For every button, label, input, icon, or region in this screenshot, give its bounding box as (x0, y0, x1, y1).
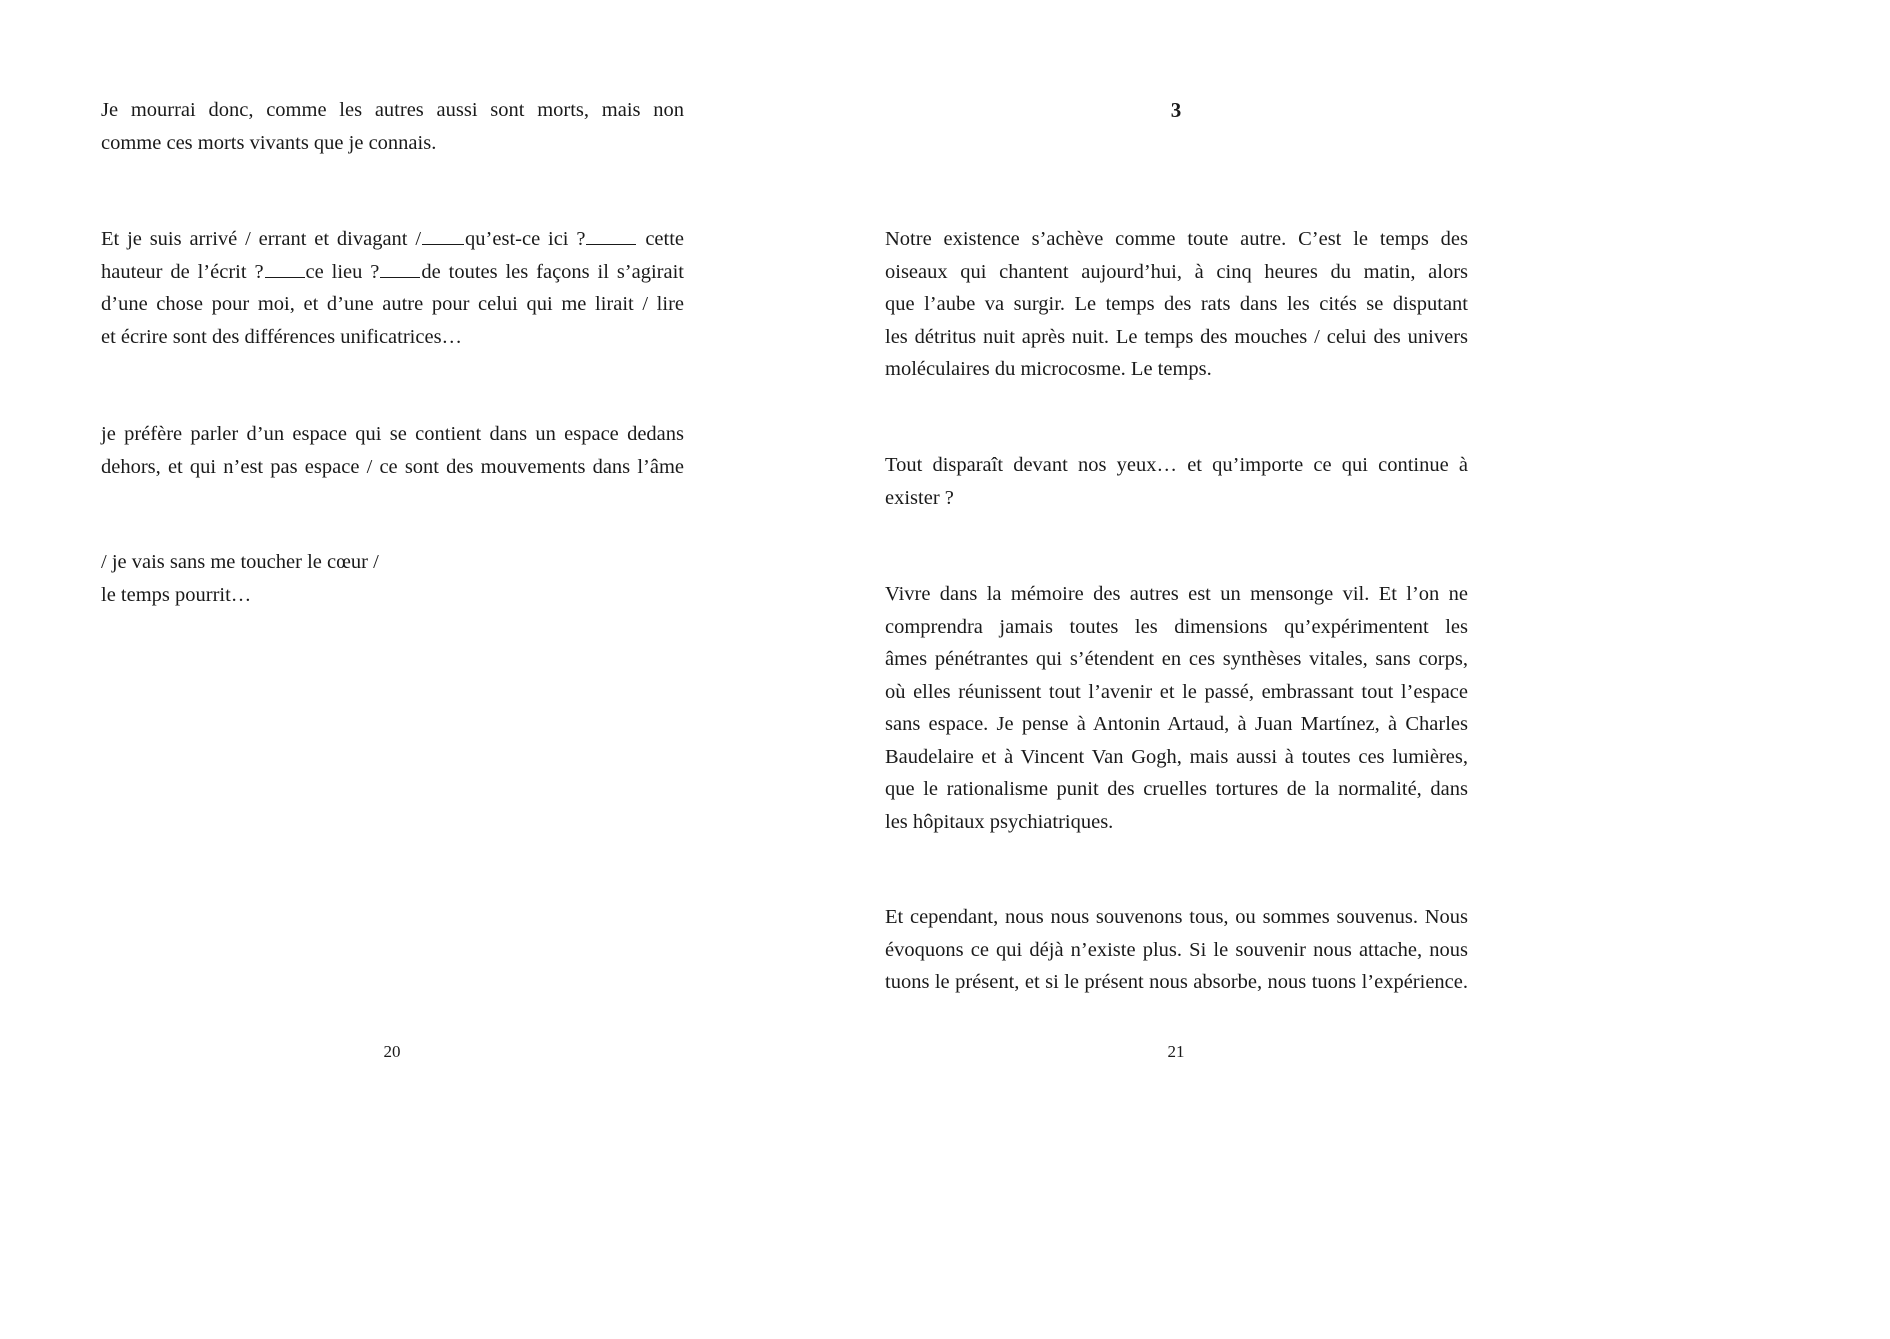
text-line: où elles réunissent tout l’avenir et le passé, embrassant tout l’espace (885, 680, 1468, 703)
text-line: moléculaires du microcosme. Le temps. (885, 358, 1212, 380)
text-line: les détritus nuit après nuit. Le temps des mouches / celui des univers (885, 325, 1468, 348)
right-page (784, 0, 1568, 1111)
text-line (101, 223, 684, 256)
text-line: Je mourrai donc, comme les autres aussi sont morts, mais non (101, 99, 684, 121)
text-line: âmes pénétrantes qui s’étendent en ces synthèses vitales, sans corps, (885, 648, 1468, 670)
blank-rule (380, 257, 420, 277)
right-paragraph-2 (885, 449, 1468, 514)
right-paragraph-4 (885, 901, 1468, 999)
page-number: 20 (383, 1042, 401, 1061)
text-line: / je vais sans me toucher le cœur / (101, 551, 379, 573)
text-line: dehors, et qui n’est pas espace / ce sont des mouvements dans l’âme (101, 455, 684, 478)
text-line: Notre existence s’achève comme toute autre. C’est le temps des (885, 228, 1468, 250)
blank-rule (586, 225, 636, 245)
text-fragment: qu’est-ce ici ? (465, 228, 586, 250)
text-line: sans espace. Je pense à Antonin Artaud, à Juan Martínez, à Charles (885, 713, 1468, 735)
text-line: comme ces morts vivants que je connais. (101, 131, 437, 154)
text-line: comprendra jamais toutes les dimensions qu’expérimentent les (885, 615, 1468, 638)
text-line: le temps pourrit… (101, 583, 252, 606)
left-page (0, 0, 784, 1111)
text-line: évoquons ce qui déjà n’existe plus. Si le souvenir nous attache, nous (885, 938, 1468, 961)
chapter-number: 3 (1170, 98, 1182, 122)
blank-rule (422, 225, 464, 245)
text-line (101, 256, 684, 289)
right-paragraph-3 (885, 578, 1468, 838)
left-paragraph-3 (101, 418, 684, 483)
text-line: que le rationalisme punit des cruelles tortures de la normalité, dans (885, 778, 1468, 800)
text-fragment: hauteur de l’écrit ? (101, 260, 264, 283)
text-line: Tout disparaît devant nos yeux… et qu’importe ce qui continue à (885, 454, 1468, 476)
text-line: oiseaux qui chantent aujourd’hui, à cinq heures du matin, alors (885, 260, 1468, 283)
text-fragment: Et je suis arrivé / errant et divagant / (101, 228, 422, 250)
left-paragraph-1 (101, 94, 684, 159)
page-number: 21 (1167, 1042, 1185, 1061)
left-paragraph-2 (101, 223, 684, 353)
text-line: Vivre dans la mémoire des autres est un mensonge vil. Et l’on ne (885, 583, 1468, 605)
text-line: les hôpitaux psychiatriques. (885, 810, 1114, 833)
text-fragment: de toutes les façons il s’agirait (421, 260, 684, 283)
text-fragment: cette (645, 228, 685, 250)
text-line: et écrire sont des différences unificatrices… (101, 325, 463, 348)
text-line: exister ? (885, 486, 954, 509)
text-fragment: ce lieu ? (305, 260, 380, 283)
text-line: Baudelaire et à Vincent Van Gogh, mais aussi à toutes ces lumières, (885, 745, 1468, 768)
blank-rule (265, 257, 305, 277)
text-line: d’une chose pour moi, et d’une autre pour celui qui me lirait / lire (101, 293, 684, 315)
right-paragraph-1 (885, 223, 1468, 386)
left-paragraph-4 (101, 546, 684, 611)
text-line: je préfère parler d’un espace qui se contient dans un espace dedans (101, 423, 684, 445)
text-line: que l’aube va surgir. Le temps des rats dans les cités se disputant (885, 293, 1468, 315)
text-line: Et cependant, nous nous souvenons tous, ou sommes souvenus. Nous (885, 906, 1468, 928)
text-line: tuons le présent, et si le présent nous absorbe, nous tuons l’expérience. (885, 971, 1468, 993)
